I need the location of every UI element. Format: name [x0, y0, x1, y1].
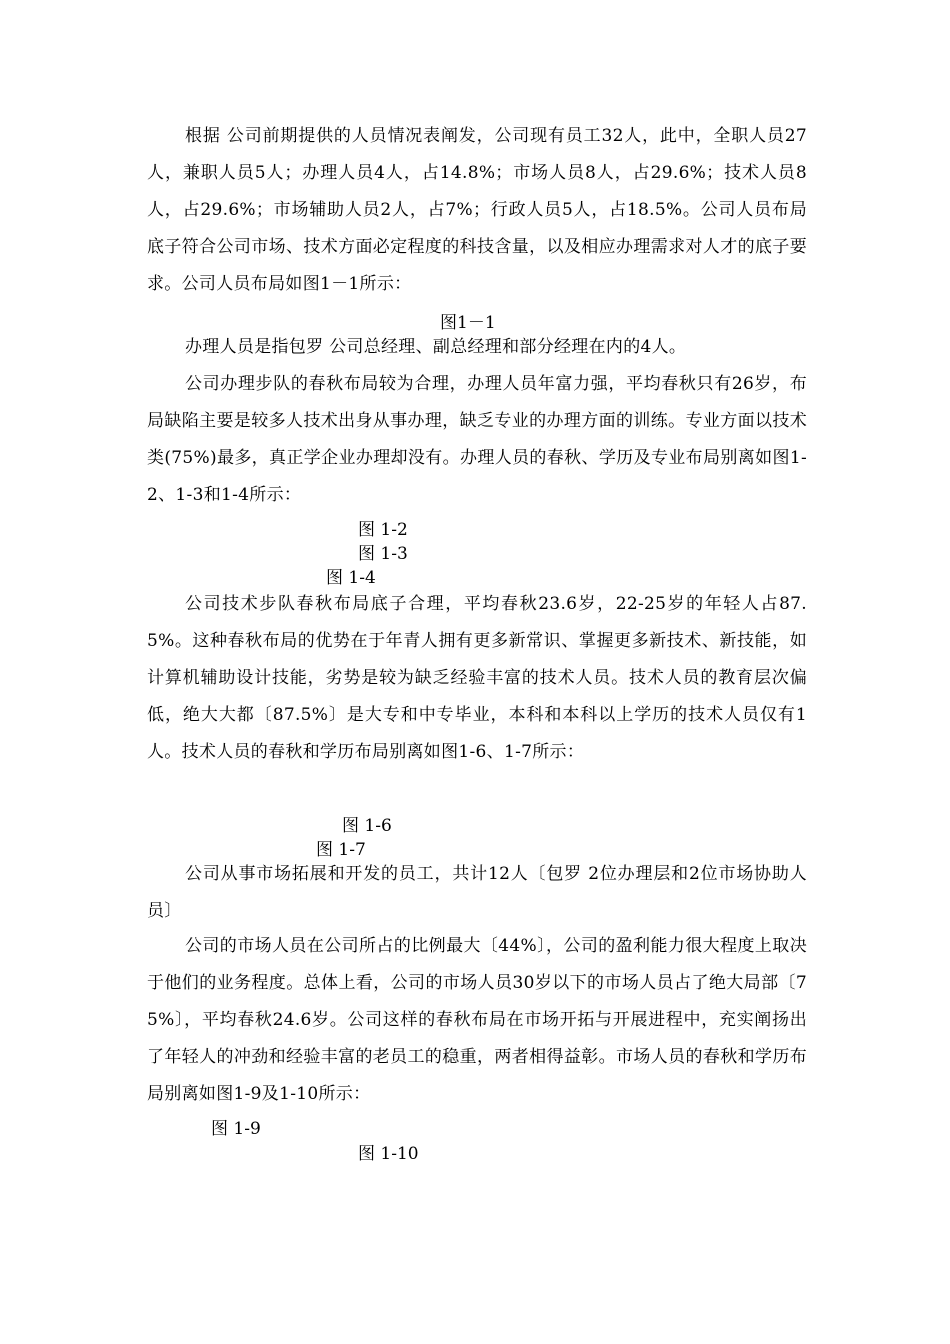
- paragraph-market-staff: 公司从事市场拓展和开发的员工，共计12人〔包罗 2位办理层和2位市场协助人员〕: [147, 864, 807, 921]
- figure-caption-1-1: 图1－1: [440, 313, 496, 333]
- figure-caption-1-4: 图 1-4: [326, 568, 376, 588]
- paragraph-technical-structure: 公司技术步队春秋布局底子合理，平均春秋23.6岁，22-25岁的年轻人占87.5%。这种春秋布局的优势在于年青人拥有更多新常识、掌握更多新技术、新技能，如计算机辅助设计技能，劣势是较为缺乏经验丰富的技术人员。技术人员的教育层次偏低，绝大大都〔87.5%〕是大专和中专毕业，本科和本科以上学历的技术人员仅有1人。技术人员的春秋和学历布局别离如图1-6、1-7所示：: [147, 594, 807, 762]
- figure-caption-1-2: 图 1-2: [358, 520, 408, 540]
- paragraph-market-structure: 公司的市场人员在公司所占的比例最大〔44%〕，公司的盈利能力很大程度上取决于他们的业务程度。总体上看，公司的市场人员30岁以下的市场人员占了绝大局部〔75%〕，平均春秋24.6岁。公司这样的春秋布局在市场开拓与开展进程中，充实阐扬出了年轻人的冲劲和经验丰富的老员工的稳重，两者相得益彰。市场人员的春秋和学历布局别离如图1-9及1-10所示：: [147, 936, 807, 1104]
- paragraph-staff-overview: 根据 公司前期提供的人员情况表阐发，公司现有员工32人，此中，全职人员27人，兼职人员5人；办理人员4人，占14.8%；市场人员8人，占29.6%；技术人员8人，占29.6%；市场辅助人员2人，占7%；行政人员5人，占18.5%。公司人员布局底子符合公司市场、技术方面必定程度的科技含量，以及相应办理需求对人才的底子要求。公司人员布局如图1－1所示：: [147, 126, 807, 294]
- paragraph-management-structure: 公司办理步队的春秋布局较为合理，办理人员年富力强，平均春秋只有26岁，布局缺陷主要是较多人技术出身从事办理，缺乏专业的办理方面的训练。专业方面以技术类(75%)最多，真正学企业办理却没有。办理人员的春秋、学历及专业布局别离如图1-2、1-3和1-4所示：: [147, 374, 807, 505]
- figure-caption-1-3: 图 1-3: [358, 544, 408, 564]
- figure-caption-1-6: 图 1-6: [342, 816, 392, 836]
- figure-caption-1-10: 图 1-10: [358, 1144, 419, 1164]
- paragraph-management-definition: 办理人员是指包罗 公司总经理、副总经理和部分经理在内的4人。: [185, 337, 687, 357]
- figure-caption-1-9: 图 1-9: [211, 1119, 261, 1139]
- figure-caption-1-7: 图 1-7: [316, 840, 366, 860]
